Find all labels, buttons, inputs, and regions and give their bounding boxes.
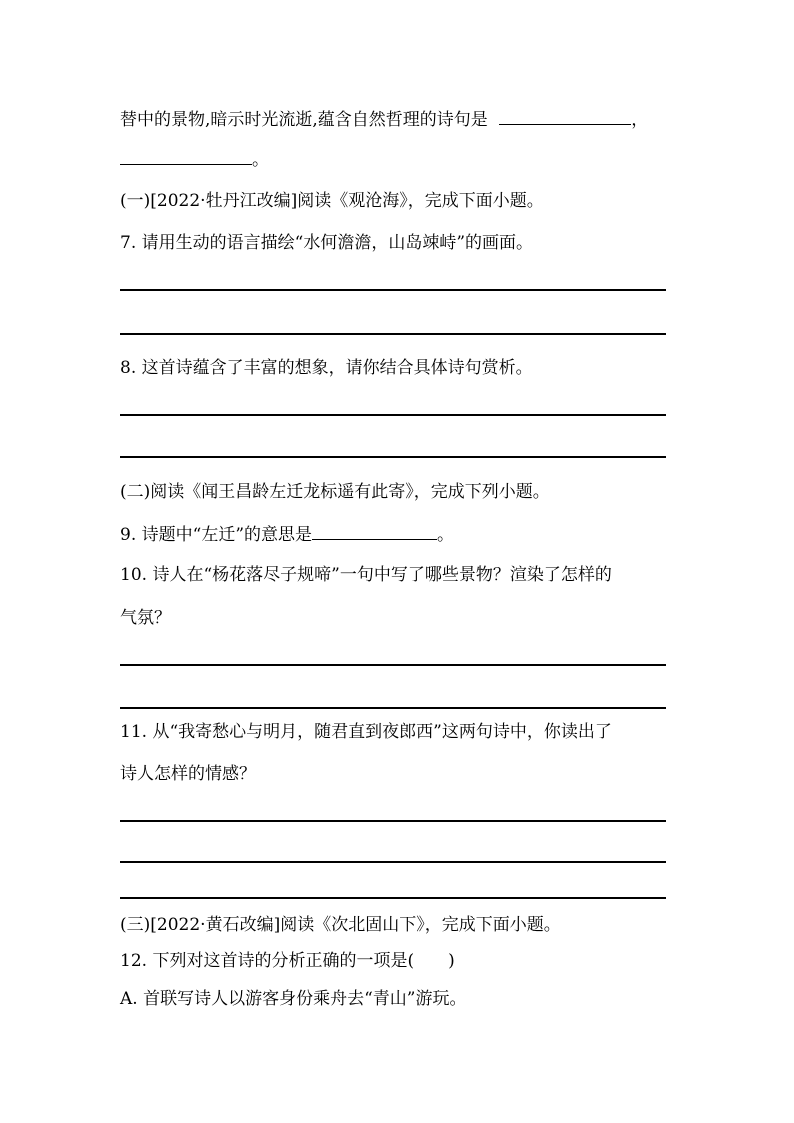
question-9-text: 9. 诗题中“左迁”的意思是 xyxy=(120,525,313,545)
question-11-line-2: 诗人怎样的情感？ xyxy=(120,764,256,784)
question-10-line-2: 气氛？ xyxy=(120,608,171,628)
answer-blank[interactable] xyxy=(499,108,631,125)
answer-line[interactable] xyxy=(120,820,666,822)
answer-line[interactable] xyxy=(120,861,666,863)
continued-question-line xyxy=(120,108,648,131)
answer-line[interactable] xyxy=(120,414,666,416)
answer-line[interactable] xyxy=(120,289,666,291)
answer-blank[interactable] xyxy=(312,523,437,540)
answer-line[interactable] xyxy=(120,333,666,335)
continued-question-line-2 xyxy=(120,148,269,171)
question-10-line-1: 10. 诗人在“杨花落尽子规啼”一句中写了哪些景物？渲染了怎样的 xyxy=(120,565,612,585)
section-heading-3: (三)[2022·黄石改编]阅读《次北固山下》，完成下面小题。 xyxy=(120,915,561,935)
answer-line[interactable] xyxy=(120,707,666,709)
question-12-option-a[interactable]: A. 首联写诗人以游客身份乘舟去“青山”游玩。 xyxy=(120,989,467,1009)
answer-line[interactable] xyxy=(120,664,666,666)
continued-question-text: 替中的景物,暗示时光流逝,蕴含自然哲理的诗句是 xyxy=(120,110,488,130)
section-heading-2: (二)阅读《闻王昌龄左迁龙标遥有此寄》，完成下列小题。 xyxy=(120,482,550,502)
question-11-line-1: 11. 从“我寄愁心与明月，随君直到夜郎西”这两句诗中，你读出了 xyxy=(120,722,612,742)
question-9 xyxy=(120,523,454,546)
period-text: 。 xyxy=(252,150,269,170)
answer-blank[interactable] xyxy=(120,148,252,165)
question-7: 7. 请用生动的语言描绘“水何澹澹，山岛竦峙”的画面。 xyxy=(120,233,534,253)
question-8: 8. 这首诗蕴含了丰富的想象，请你结合具体诗句赏析。 xyxy=(120,358,533,378)
question-12: 12. 下列对这首诗的分析正确的一项是( ) xyxy=(120,951,455,971)
answer-line[interactable] xyxy=(120,456,666,458)
section-heading-1: (一)[2022·牡丹江改编]阅读《观沧海》，完成下面小题。 xyxy=(120,191,544,211)
comma-text: ， xyxy=(631,110,649,130)
question-9-suffix: 。 xyxy=(437,525,455,545)
answer-line[interactable] xyxy=(120,897,666,899)
